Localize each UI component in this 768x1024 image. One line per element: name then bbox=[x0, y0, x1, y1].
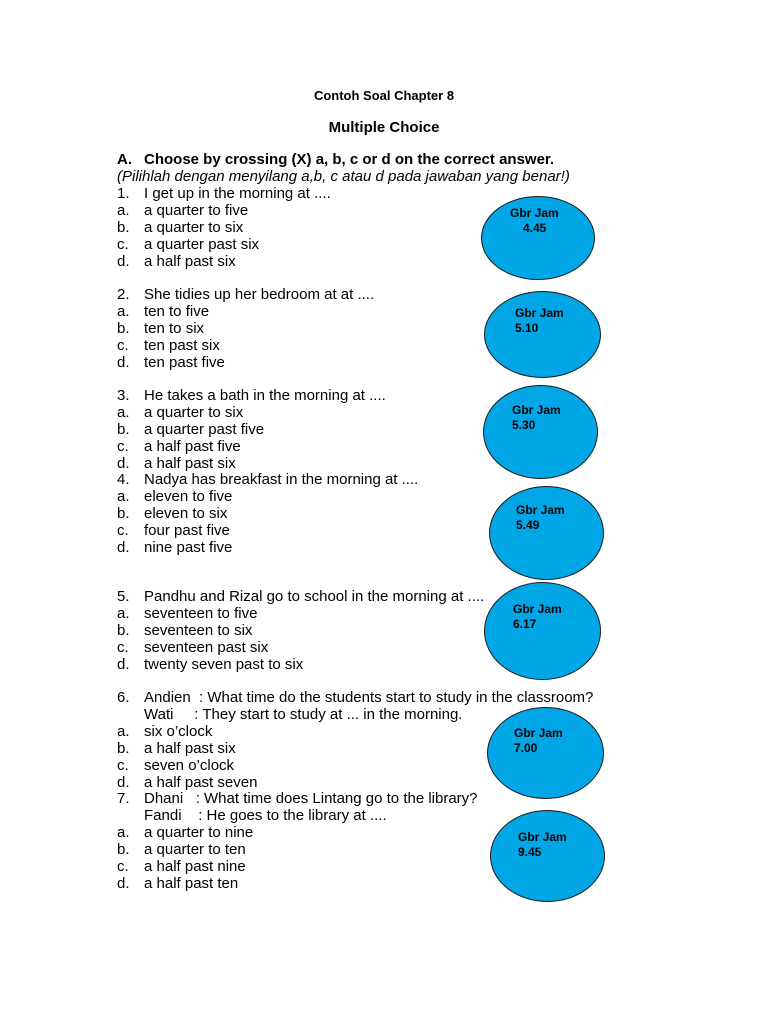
question-5-text: Pandhu and Rizal go to school in the morning at .... bbox=[144, 588, 485, 605]
clock-placeholder-label bbox=[513, 602, 562, 632]
answer-option-text: ten past six bbox=[144, 337, 220, 354]
page-title: Contoh Soal Chapter 8 bbox=[313, 88, 455, 103]
clock-label: Gbr Jam bbox=[513, 602, 562, 616]
answer-option-text: nine past five bbox=[144, 539, 233, 556]
section-instruction: Choose by crossing (X) a, b, c or d on the correct answer. bbox=[144, 151, 555, 168]
answer-option-marker: b. bbox=[117, 320, 130, 337]
answer-option-text: a half past five bbox=[144, 438, 241, 455]
answer-option-marker: a. bbox=[117, 404, 130, 421]
clock-label: Gbr Jam bbox=[512, 403, 561, 417]
answer-option-marker: c. bbox=[117, 337, 129, 354]
answer-option-text: four past five bbox=[144, 522, 230, 539]
answer-option-marker: b. bbox=[117, 421, 130, 438]
answer-option-text: a half past seven bbox=[144, 774, 258, 791]
clock-image-placeholder bbox=[484, 291, 601, 378]
answer-option-text: seventeen to five bbox=[144, 605, 258, 622]
clock-placeholder-label bbox=[510, 206, 559, 236]
question-3-marker: 3. bbox=[117, 387, 130, 404]
answer-option-marker: b. bbox=[117, 505, 130, 522]
answer-option-marker: b. bbox=[117, 841, 130, 858]
answer-option-text: seven o’clock bbox=[144, 757, 235, 774]
answer-option-marker: c. bbox=[117, 522, 129, 539]
question-7-dialogue-line-marker: 7. bbox=[117, 790, 130, 807]
answer-option-text: a quarter past five bbox=[144, 421, 265, 438]
answer-option-marker: a. bbox=[117, 488, 130, 505]
clock-label: Gbr Jam bbox=[514, 726, 563, 740]
answer-option-text: a quarter to six bbox=[144, 404, 244, 421]
clock-image-placeholder bbox=[487, 707, 604, 799]
question-4-text: Nadya has breakfast in the morning at .... bbox=[144, 471, 419, 488]
question-6-dialogue-line-text: Andien : What time do the students start to study in the classroom? bbox=[144, 689, 594, 706]
clock-placeholder-label bbox=[515, 306, 564, 336]
answer-option-marker: b. bbox=[117, 219, 130, 236]
answer-option-marker: d. bbox=[117, 774, 130, 791]
answer-option-text: ten to six bbox=[144, 320, 205, 337]
answer-option-marker: d. bbox=[117, 539, 130, 556]
section-label: A. bbox=[117, 151, 132, 168]
clock-time: 7.00 bbox=[514, 741, 538, 755]
answer-option-marker: d. bbox=[117, 656, 130, 673]
clock-placeholder-label bbox=[518, 830, 567, 860]
answer-option-text: six o’clock bbox=[144, 723, 213, 740]
answer-option-text: ten to five bbox=[144, 303, 210, 320]
clock-time: 4.45 bbox=[523, 221, 547, 235]
answer-option-marker: c. bbox=[117, 757, 129, 774]
answer-option-marker: c. bbox=[117, 858, 129, 875]
answer-option-marker: d. bbox=[117, 253, 130, 270]
page-subtitle: Multiple Choice bbox=[328, 119, 440, 136]
clock-time: 9.45 bbox=[518, 845, 542, 859]
clock-image-placeholder bbox=[484, 582, 601, 680]
question-3-text: He takes a bath in the morning at .... bbox=[144, 387, 386, 404]
clock-image-placeholder bbox=[483, 385, 598, 479]
answer-option-marker: a. bbox=[117, 303, 130, 320]
question-7-dialogue-line-text: Dhani : What time does Lintang go to the library? bbox=[144, 790, 478, 807]
clock-time: 5.10 bbox=[515, 321, 539, 335]
question-6-dialogue-line-marker: 6. bbox=[117, 689, 130, 706]
section-translation: (Pilihlah dengan menyilang a,b, c atau d pada jawaban yang benar!) bbox=[117, 168, 570, 185]
answer-option-text: twenty seven past to six bbox=[144, 656, 304, 673]
answer-option-text: a quarter past six bbox=[144, 236, 260, 253]
answer-option-marker: c. bbox=[117, 639, 129, 656]
answer-option-text: seventeen past six bbox=[144, 639, 269, 656]
answer-option-text: a half past six bbox=[144, 455, 236, 472]
clock-image-placeholder bbox=[481, 196, 595, 280]
clock-time: 5.30 bbox=[512, 418, 536, 432]
answer-option-text: eleven to five bbox=[144, 488, 233, 505]
question-2-marker: 2. bbox=[117, 286, 130, 303]
question-1-text: I get up in the morning at .... bbox=[144, 185, 331, 202]
question-7-dialogue-line-text: Fandi : He goes to the library at .... bbox=[144, 807, 387, 824]
answer-option-text: a quarter to nine bbox=[144, 824, 254, 841]
answer-option-text: a quarter to ten bbox=[144, 841, 246, 858]
answer-option-text: seventeen to six bbox=[144, 622, 253, 639]
answer-option-marker: c. bbox=[117, 236, 129, 253]
question-1-marker: 1. bbox=[117, 185, 130, 202]
clock-placeholder-label bbox=[512, 403, 561, 433]
clock-image-placeholder bbox=[489, 486, 604, 580]
question-6-dialogue-line-text: Wati : They start to study at ... in the morning. bbox=[144, 706, 463, 723]
answer-option-text: a quarter to five bbox=[144, 202, 249, 219]
question-2-text: She tidies up her bedroom at at .... bbox=[144, 286, 375, 303]
answer-option-text: a half past six bbox=[144, 740, 236, 757]
answer-option-marker: a. bbox=[117, 824, 130, 841]
answer-option-marker: a. bbox=[117, 605, 130, 622]
answer-option-marker: a. bbox=[117, 723, 130, 740]
answer-option-text: ten past five bbox=[144, 354, 225, 371]
clock-time: 6.17 bbox=[513, 617, 537, 631]
question-4-marker: 4. bbox=[117, 471, 130, 488]
answer-option-text: eleven to six bbox=[144, 505, 228, 522]
answer-option-marker: b. bbox=[117, 622, 130, 639]
answer-option-marker: c. bbox=[117, 438, 129, 455]
clock-image-placeholder bbox=[490, 810, 605, 902]
answer-option-text: a half past nine bbox=[144, 858, 246, 875]
clock-label: Gbr Jam bbox=[518, 830, 567, 844]
clock-placeholder-label bbox=[516, 503, 565, 533]
answer-option-text: a half past six bbox=[144, 253, 236, 270]
clock-label: Gbr Jam bbox=[516, 503, 565, 517]
clock-placeholder-label bbox=[514, 726, 563, 756]
answer-option-marker: a. bbox=[117, 202, 130, 219]
answer-option-marker: d. bbox=[117, 875, 130, 892]
answer-option-marker: d. bbox=[117, 455, 130, 472]
answer-option-marker: d. bbox=[117, 354, 130, 371]
answer-option-text: a quarter to six bbox=[144, 219, 244, 236]
answer-option-text: a half past ten bbox=[144, 875, 239, 892]
clock-label: Gbr Jam bbox=[510, 206, 559, 220]
clock-time: 5.49 bbox=[516, 518, 540, 532]
question-5-marker: 5. bbox=[117, 588, 130, 605]
clock-label: Gbr Jam bbox=[515, 306, 564, 320]
answer-option-marker: b. bbox=[117, 740, 130, 757]
